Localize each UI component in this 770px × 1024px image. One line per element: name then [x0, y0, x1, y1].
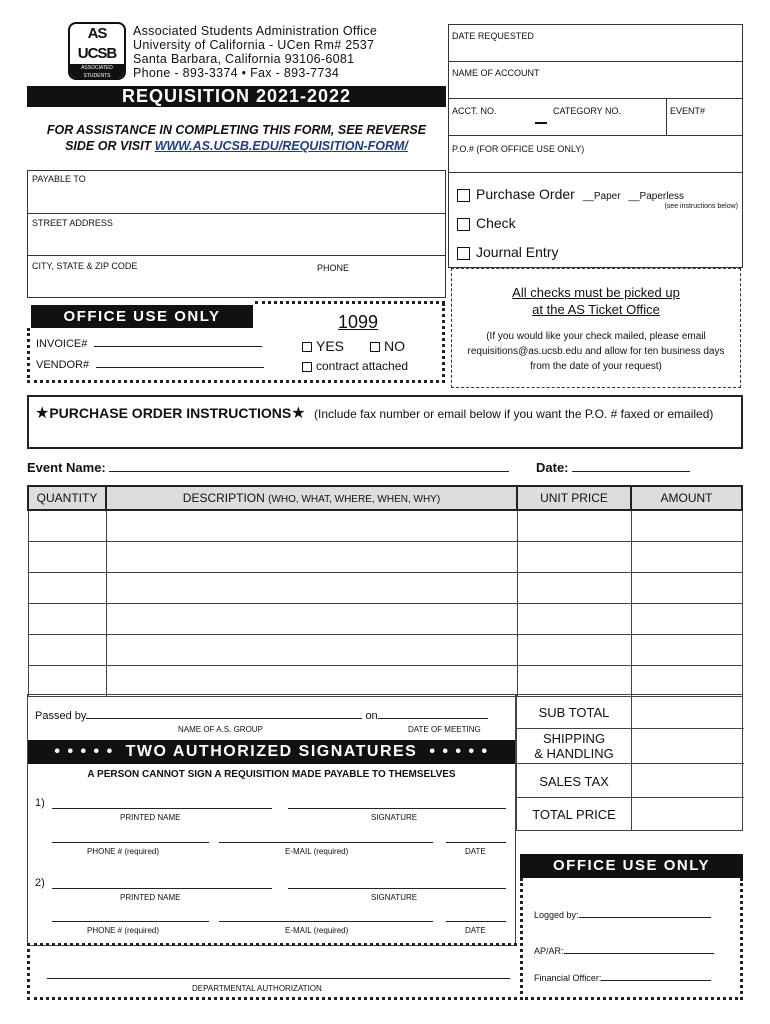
purchase-order-option[interactable] [457, 186, 684, 202]
check-option[interactable] [457, 215, 516, 231]
subtotal-row [517, 695, 744, 729]
signer-1-printed-name-line[interactable] [52, 808, 272, 809]
ap-ar-line [564, 953, 714, 954]
form-1099-label: 1099 [338, 312, 379, 332]
quantity-header: QUANTITY [28, 486, 106, 510]
event-name-label: Event Name: [27, 460, 106, 475]
ap-ar-field [534, 946, 714, 956]
self-sign-warning: A PERSON CANNOT SIGN A REQUISITION MADE PAYABLE TO THEMSELVES [87, 769, 456, 780]
no-checkbox [370, 342, 380, 352]
assistance-line-1: FOR ASSISTANCE IN COMPLETING THIS FORM, SEE REVERSE [46, 123, 427, 137]
signer-1-email-line[interactable] [219, 842, 433, 843]
vendor-field [36, 359, 264, 371]
description-cell[interactable] [106, 634, 517, 665]
signer-2-phone-line[interactable] [52, 921, 209, 922]
contract-option: contract attached [302, 359, 408, 373]
description-cell[interactable] [106, 665, 517, 696]
meeting-date-caption: DATE OF MEETING [408, 725, 481, 734]
street-address-label: STREET ADDRESS [32, 218, 113, 228]
shipping-row [517, 729, 744, 764]
table-header-row [28, 486, 742, 510]
passed-by-label: Passed by [35, 710, 87, 722]
paperless-option[interactable]: __Paperless [628, 191, 685, 202]
description-cell[interactable] [106, 572, 517, 603]
po-instructions-field[interactable] [27, 395, 743, 449]
sales-tax-row [517, 764, 744, 798]
account-name-label: NAME OF ACCOUNT [452, 68, 540, 78]
city-state-zip-field[interactable] [27, 255, 446, 298]
po-number-field [448, 135, 743, 173]
logged-by-field [534, 910, 711, 920]
date-requested-label: DATE REQUESTED [452, 31, 534, 41]
subtotal-value[interactable] [631, 695, 743, 728]
signer-1-printed-name-caption: PRINTED NAME [120, 813, 181, 822]
on-label: on [365, 710, 378, 722]
office-use-top-dots [255, 301, 445, 304]
total-price-row [517, 798, 744, 831]
sales-tax-label: SALES TAX [539, 774, 609, 789]
signer-1-number: 1) [35, 797, 45, 809]
subtotal-label: SUB TOTAL [538, 705, 610, 720]
description-cell[interactable] [106, 541, 517, 572]
amount-cell[interactable] [631, 634, 742, 665]
departmental-authorization-line[interactable] [47, 978, 510, 979]
po-instructions-note: (Include fax number or email below if you want the P.O. # faxed or emailed) [314, 407, 714, 421]
departmental-authorization-caption: DEPARTMENTAL AUTHORIZATION [192, 984, 322, 993]
contract-checkbox [302, 362, 312, 372]
payable-to-label: PAYABLE TO [32, 174, 86, 184]
vendor-line [96, 367, 264, 368]
table-row[interactable] [28, 510, 742, 541]
acct-no-label: ACCT. NO. [452, 106, 497, 116]
unit-price-cell[interactable] [517, 572, 631, 603]
event-name-line [109, 471, 509, 472]
table-row[interactable] [28, 541, 742, 572]
total-price-label: TOTAL PRICE [532, 807, 616, 822]
unit-price-header: UNIT PRICE [517, 486, 631, 510]
acct-separator [535, 122, 547, 124]
checks-body: (If you would like your check mailed, please email requisitions@as.ucsb.edu and allow for ten business days from the date of your request) [467, 331, 725, 372]
unit-price-cell[interactable] [517, 634, 631, 665]
yes-checkbox [302, 342, 312, 352]
as-ucsb-logo [68, 22, 126, 80]
office-use-top-left-dots [27, 328, 30, 383]
signer-2-printed-name-caption: PRINTED NAME [120, 893, 181, 902]
passed-by-field[interactable] [35, 710, 488, 722]
amount-cell[interactable] [631, 541, 742, 572]
checks-line-2: at the AS Ticket Office [532, 302, 660, 317]
unit-price-cell[interactable] [517, 603, 631, 634]
office-line-3: Santa Barbara, California 93106-6081 [133, 52, 355, 66]
quantity-cell[interactable] [28, 603, 106, 634]
sales-tax-value[interactable] [631, 764, 743, 797]
journal-entry-option[interactable] [457, 244, 558, 260]
quantity-cell[interactable] [28, 665, 106, 696]
signer-2-date-caption: DATE [465, 926, 486, 935]
description-cell[interactable] [106, 510, 517, 541]
star-icon: ★ [35, 405, 50, 422]
yes-option: YES [302, 338, 344, 354]
description-cell[interactable] [106, 603, 517, 634]
category-no-label: CATEGORY NO. [553, 106, 622, 116]
table-row[interactable] [28, 634, 742, 665]
banner-bullets-left: • • • • • [54, 743, 114, 760]
quantity-cell[interactable] [28, 572, 106, 603]
signer-2-date-line[interactable] [446, 921, 506, 922]
po-label: P.O.# (FOR OFFICE USE ONLY) [452, 144, 585, 154]
table-row[interactable] [28, 665, 742, 696]
event-date-label: Date: [536, 460, 569, 475]
event-date-field[interactable] [536, 460, 690, 475]
signer-1-date-caption: DATE [465, 847, 486, 856]
event-cell[interactable] [666, 99, 743, 135]
purchase-order-label: Purchase Order [476, 186, 575, 202]
logo-top-text: AS UCSB [77, 25, 117, 62]
financial-officer-label: Financial Officer: [534, 973, 602, 983]
city-label: CITY, STATE & ZIP CODE [32, 261, 138, 271]
quantity-cell[interactable] [28, 510, 106, 541]
signer-1-email-caption: E-MAIL (required) [285, 847, 349, 856]
office-line-2: University of California - UCen Rm# 2537 [133, 38, 375, 52]
star-icon: ★ [291, 405, 306, 422]
quantity-cell[interactable] [28, 634, 106, 665]
table-row[interactable] [28, 603, 742, 634]
assistance-line-2: SIDE OR VISIT [65, 139, 155, 153]
amount-cell[interactable] [631, 572, 742, 603]
ap-ar-label: AP/AR: [534, 946, 564, 956]
shipping-label: SHIPPING & HANDLING [534, 731, 614, 761]
signer-1-phone-line[interactable] [52, 842, 209, 843]
account-name-field[interactable] [448, 61, 743, 99]
office-use-bottom-title: OFFICE USE ONLY [520, 854, 743, 878]
signer-1-phone-caption: PHONE # (required) [87, 847, 160, 856]
signer-2-email-line[interactable] [219, 921, 433, 922]
shipping-value[interactable] [631, 729, 743, 763]
phone-label: PHONE [317, 263, 350, 273]
signer-2-printed-name-line[interactable] [52, 888, 272, 889]
banner-title: TWO AUTHORIZED SIGNATURES [125, 743, 418, 760]
banner-bullets-right: • • • • • [429, 743, 489, 760]
group-name-line [86, 718, 362, 719]
signer-1-date-line[interactable] [446, 842, 506, 843]
journal-entry-label: Journal Entry [476, 244, 559, 260]
account-number-row [448, 98, 743, 136]
signer-2-phone-caption: PHONE # (required) [87, 926, 160, 935]
po-instructions-title: PURCHASE ORDER INSTRUCTIONS [49, 405, 292, 421]
amount-header: AMOUNT [631, 486, 742, 510]
event-name-field[interactable] [27, 460, 509, 475]
signer-2-signature-line[interactable] [288, 888, 506, 889]
amount-cell[interactable] [631, 510, 742, 541]
journal-entry-checkbox[interactable] [457, 247, 470, 260]
form-title: REQUISITION 2021-2022 [27, 86, 446, 107]
totals-block [516, 694, 743, 831]
check-checkbox[interactable] [457, 218, 470, 231]
logo-sub-text: ASSOCIATED STUDENTS [70, 64, 124, 80]
description-header: DESCRIPTION (WHO, WHAT, WHERE, WHEN, WHY) [106, 486, 517, 510]
payable-to-field[interactable] [27, 170, 446, 214]
signer-2-email-caption: E-MAIL (required) [285, 926, 349, 935]
signer-1-signature-caption: SIGNATURE [371, 813, 418, 822]
table-row[interactable] [28, 572, 742, 603]
signer-2-number: 2) [35, 877, 45, 889]
street-address-field[interactable] [27, 213, 446, 256]
unit-price-cell[interactable] [517, 665, 631, 696]
signer-1-signature-line[interactable] [288, 808, 506, 809]
check-label: Check [476, 215, 516, 231]
logged-by-line [579, 917, 711, 918]
no-option: NO [370, 338, 405, 354]
invoice-label: INVOICE# [36, 338, 88, 350]
group-name-caption: NAME OF A.S. GROUP [178, 725, 263, 734]
quantity-cell[interactable] [28, 541, 106, 572]
invoice-line [94, 346, 262, 347]
paper-option[interactable]: __Paper [582, 191, 621, 202]
requisition-form-link[interactable]: WWW.AS.UCSB.EDU/REQUISITION-FORM/ [154, 139, 408, 153]
office-line-1: Associated Students Administration Office [133, 24, 378, 38]
items-table [27, 485, 743, 697]
event-label: EVENT# [670, 106, 706, 116]
unit-price-cell[interactable] [517, 541, 631, 572]
checks-line-1: All checks must be picked up [512, 285, 680, 300]
checks-pickup-notice [451, 268, 741, 388]
payment-type-box [448, 172, 743, 268]
financial-officer-line [601, 980, 711, 981]
invoice-field [36, 338, 262, 350]
event-date-line [572, 471, 690, 472]
meeting-date-line [378, 718, 488, 719]
logged-by-label: Logged by: [534, 910, 579, 920]
office-use-top-title: OFFICE USE ONLY [31, 305, 253, 328]
assistance-note [27, 122, 446, 154]
amount-cell[interactable] [631, 603, 742, 634]
date-requested-field[interactable] [448, 24, 743, 62]
see-instructions-note: (see instructions below) [664, 203, 738, 210]
financial-officer-field [534, 973, 711, 983]
office-address [133, 24, 377, 80]
amount-cell[interactable] [631, 665, 742, 696]
signer-2-signature-caption: SIGNATURE [371, 893, 418, 902]
office-line-4: Phone - 893-3374 • Fax - 893-7734 [133, 66, 340, 80]
vendor-label: VENDOR# [36, 359, 90, 371]
unit-price-cell[interactable] [517, 510, 631, 541]
total-price-value[interactable] [631, 798, 743, 831]
two-signatures-banner [28, 740, 515, 764]
purchase-order-checkbox[interactable] [457, 189, 470, 202]
